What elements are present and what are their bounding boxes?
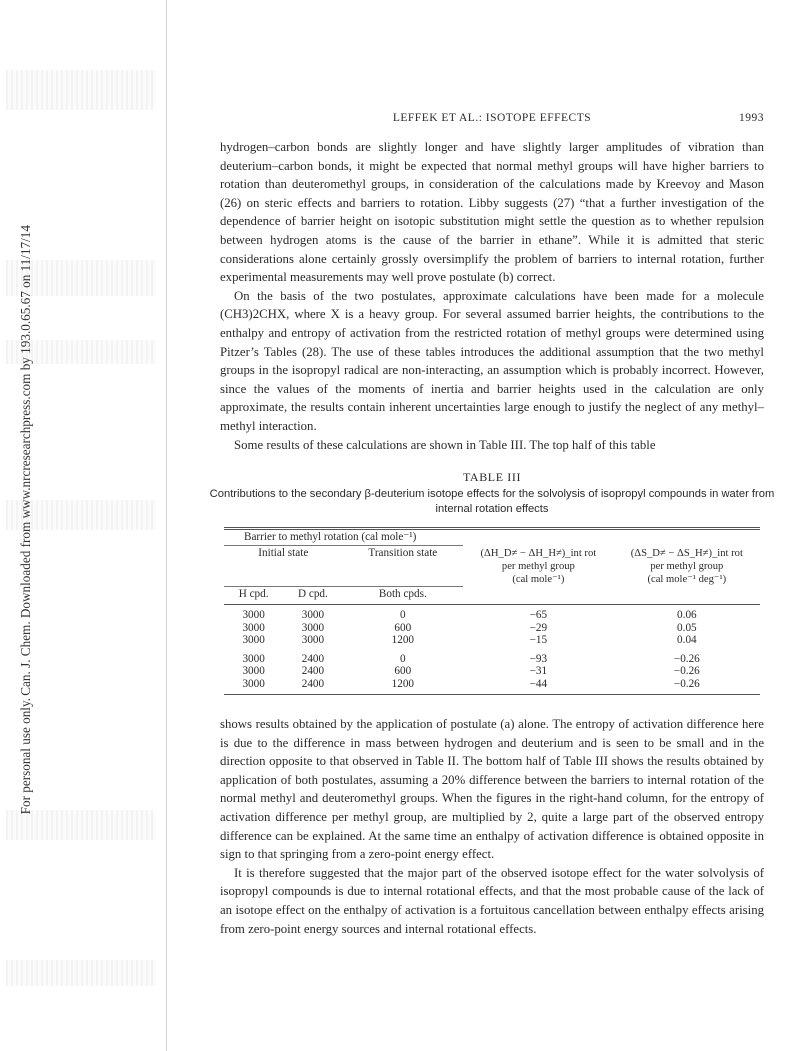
cell-dh: −15 (529, 634, 548, 647)
paragraph-3: Some results of these calculations are shown in Table III. The top half of this table (234, 437, 656, 452)
cell-h: 3000 (242, 621, 265, 634)
header-initial-state: Initial state (224, 546, 343, 587)
cell-d: 3000 (301, 634, 325, 647)
table-row (224, 605, 760, 622)
header-dh-line-1: (ΔH_D≠ − ΔH_H≠)_int rot (480, 547, 597, 559)
paragraph-2: On the basis of the two postulates, approximate calculations have been made for a molecule (CH3)2CHX, where X is a heavy group. For several assumed barrier heights, the contributions to the enthalpy and entropy of activation from the restricted rotation of methyl groups were determined using Pitzer’s Tables (28). The use of these tables introduces the additional assumption that the two methyl groups in the isopropyl radical are non-interacting, an assumption which is probably incorrect. However, since the values of the moments of inertia and barrier heights used in the calculation are only approximate, the results contain inherent uncertainties large enough to justify the neglect of any methyl–methyl interaction. (220, 288, 764, 433)
page-number: 1993 (739, 112, 764, 124)
header-h-cpd: H cpd. (224, 587, 283, 605)
journal-page (209, 112, 775, 938)
header-ds (614, 546, 760, 587)
paragraph-5: It is therefore suggested that the major part of the observed isotope effect for the water solvolysis of isopropyl compounds is due to internal rotational effects, and that the most probable cause of the lack of an isotope effect on the enthalpy of activation is a fortuitous cancellation between enthalpy effects arising from zero-point energy sources and internal rotational effects. (220, 865, 764, 936)
header-barrier: Barrier to methyl rotation (cal mole⁻¹) (224, 529, 463, 546)
cell-both: 600 (394, 665, 412, 678)
running-header (220, 112, 764, 138)
running-head: LEFFEK ET AL.: ISOTOPE EFFECTS (392, 112, 592, 124)
cell-ds: 0.05 (677, 621, 697, 634)
cell-both: 1200 (391, 634, 414, 647)
scan-artifact (6, 960, 156, 986)
table-row (224, 678, 760, 695)
cell-ds: −0.26 (673, 652, 700, 665)
isotope-effects-table (224, 527, 760, 695)
header-dh-line-3: (cal mole⁻¹) (512, 573, 565, 585)
cell-h: 3000 (242, 634, 265, 647)
header-transition-state: Transition state (343, 546, 464, 587)
header-ds-line-2: per methyl group (650, 560, 724, 572)
watermark-line-1: Can. J. Chem. Downloaded from www.nrcresearchpress.com by 193.0.65.67 on 11/17/14 (17, 225, 33, 697)
header-dh-line-2: per methyl group (501, 560, 575, 572)
cell-ds: 0.06 (677, 609, 697, 622)
scan-artifact (6, 70, 156, 110)
gutter-rule (166, 0, 167, 1051)
cell-dh: −93 (529, 652, 548, 665)
cell-d: 3000 (301, 609, 325, 622)
cell-both: 600 (394, 621, 412, 634)
cell-dh: −31 (529, 665, 548, 678)
header-dh (463, 546, 614, 587)
cell-h: 3000 (224, 678, 283, 695)
paragraph-1: hydrogen–carbon bonds are slightly longer and have slightly larger amplitudes of vibration than deuterium–carbon bonds, it might be expected that normal methyl groups will have higher barriers to rotation than deuteromethyl groups, in consideration of the calculations made by Kreevoy and Mason (26) on steric effects and barriers to rotation. Libby suggests (27) “that a further investigation of the dependence of barrier height on isotopic substitution might settle the question as to whether repulsion between hydrogen atoms is the cause of the barrier in ethane”. While it is admitted that steric considerations alone certainly grossly oversimplify the problem of barriers to internal rotation, further experimental measurements may well prove postulate (b) correct. (220, 140, 764, 285)
header-ds-line-1: (ΔS_D≠ − ΔS_H≠)_int rot (630, 547, 743, 559)
cell-both: 0 (400, 652, 406, 665)
cell-h: 3000 (242, 665, 265, 678)
cell-d: 3000 (301, 621, 325, 634)
table-row (224, 622, 760, 635)
header-ds-line-3: (cal mole⁻¹ deg⁻¹) (647, 573, 727, 585)
cell-ds: −0.26 (673, 665, 700, 678)
cell-dh: −65 (529, 609, 548, 622)
cell-both: 0 (400, 609, 406, 622)
watermark-line-2: For personal use only. (17, 698, 33, 815)
cell-d: 2400 (301, 665, 325, 678)
cell-dh: −44 (463, 678, 614, 695)
download-watermark (2, 130, 48, 910)
header-d-cpd: D cpd. (283, 587, 342, 605)
table-title: TABLE III (462, 470, 522, 485)
cell-h: 3000 (242, 609, 265, 622)
cell-ds: 0.04 (677, 634, 697, 647)
table-row (224, 647, 760, 666)
table-description: Contributions to the secondary β-deuterium isotope effects for the solvolysis of isopropyl compounds in water from internal rotation effects (209, 488, 775, 516)
table-row (224, 634, 760, 647)
cell-d: 2400 (301, 652, 325, 665)
header-both-cpds: Both cpds. (343, 587, 464, 605)
cell-h: 3000 (242, 652, 265, 665)
paragraph-4: shows results obtained by the application of postulate (a) alone. The entropy of activation difference here is due to the difference in mass between hydrogen and deuterium and is seen to be small and in the direction opposite to that observed in Table II. The bottom half of Table III shows the results obtained by application of both postulates, assuming a 20% difference between the barriers to internal rotation of the normal methyl and deuteromethyl groups. When the figures in the right-hand column, for the entropy of activation difference per methyl group, are multiplied by 2, quite a large part of the observed entropy difference can be explained. At the same time an enthalpy of activation difference is obtained opposite in sign to that springing from a zero-point energy effect. (220, 717, 764, 862)
cell-dh: −29 (529, 621, 548, 634)
cell-d: 2400 (283, 678, 342, 695)
table-row (224, 665, 760, 678)
cell-both: 1200 (343, 678, 464, 695)
cell-ds: −0.26 (614, 678, 760, 695)
table-caption (209, 470, 775, 517)
